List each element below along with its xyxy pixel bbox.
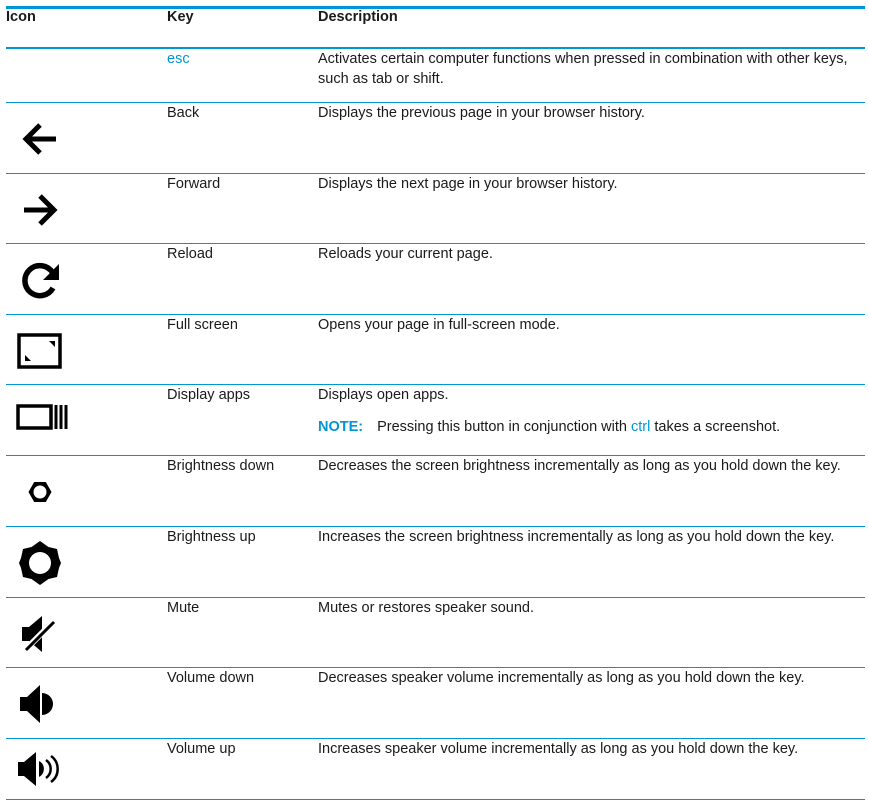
header-icon: Icon [6,8,167,48]
key-cell: Brightness up [167,527,318,598]
icon-cell [6,739,167,800]
table-row [6,315,865,385]
table-row [6,103,865,174]
table-row [6,174,865,244]
icon-cell [6,244,167,315]
table-row [6,385,865,456]
key-cell: Back [167,103,318,174]
key-cell: Volume up [167,739,318,800]
description-cell: Displays the next page in your browser history. [318,174,865,244]
volume-up-icon [16,745,64,793]
key-cell: Mute [167,598,318,668]
full-screen-icon [16,327,64,375]
mute-icon [16,610,64,658]
description-cell: Decreases the screen brightness incrementally as long as you hold down the key. [318,456,865,527]
table-row [6,48,865,103]
note-text-before: Pressing this button in conjunction with [377,419,627,435]
icon-cell [6,174,167,244]
note-key: ctrl [631,419,651,435]
note-label: NOTE: [318,419,364,435]
reload-icon [16,256,64,304]
description-cell: Displays the previous page in your browser history. [318,103,865,174]
description-cell: Mutes or restores speaker sound. [318,598,865,668]
description-cell: Opens your page in full-screen mode. [318,315,865,385]
brightness-up-icon [16,539,64,587]
key-cell: esc [167,48,318,103]
volume-down-icon [16,680,64,728]
icon-cell [6,598,167,668]
icon-cell [6,48,167,103]
icon-cell [6,385,167,456]
key-cell: Brightness down [167,456,318,527]
table-header-row [6,8,865,48]
description-cell: Increases speaker volume incrementally as long as you hold down the key. [318,739,865,800]
icon-cell [6,668,167,739]
table-row [6,739,865,800]
icon-cell [6,103,167,174]
table-row [6,244,865,315]
table-row [6,527,865,598]
icon-cell [6,315,167,385]
key-cell: Full screen [167,315,318,385]
display-apps-icon [16,393,68,441]
action-keys-table [6,6,865,800]
description-text: Displays open apps. [318,387,449,403]
brightness-down-icon [16,468,64,516]
header-description: Description [318,8,865,48]
description-cell: Increases the screen brightness incrementally as long as you hold down the key. [318,527,865,598]
header-key: Key [167,8,318,48]
icon-cell [6,527,167,598]
table-row [6,598,865,668]
key-cell: Forward [167,174,318,244]
table-row [6,456,865,527]
key-cell: Volume down [167,668,318,739]
table-row [6,668,865,739]
description-cell: Reloads your current page. [318,244,865,315]
description-cell: Activates certain computer functions when pressed in combination with other keys, such as tab or shift. [318,48,865,103]
back-arrow-icon [16,115,64,163]
note [318,417,865,437]
icon-cell [6,456,167,527]
note-text-after: takes a screenshot. [654,419,781,435]
key-cell: Reload [167,244,318,315]
description-cell: Decreases speaker volume incrementally as long as you hold down the key. [318,668,865,739]
forward-arrow-icon [16,186,64,234]
description-cell [318,385,865,456]
key-cell: Display apps [167,385,318,456]
